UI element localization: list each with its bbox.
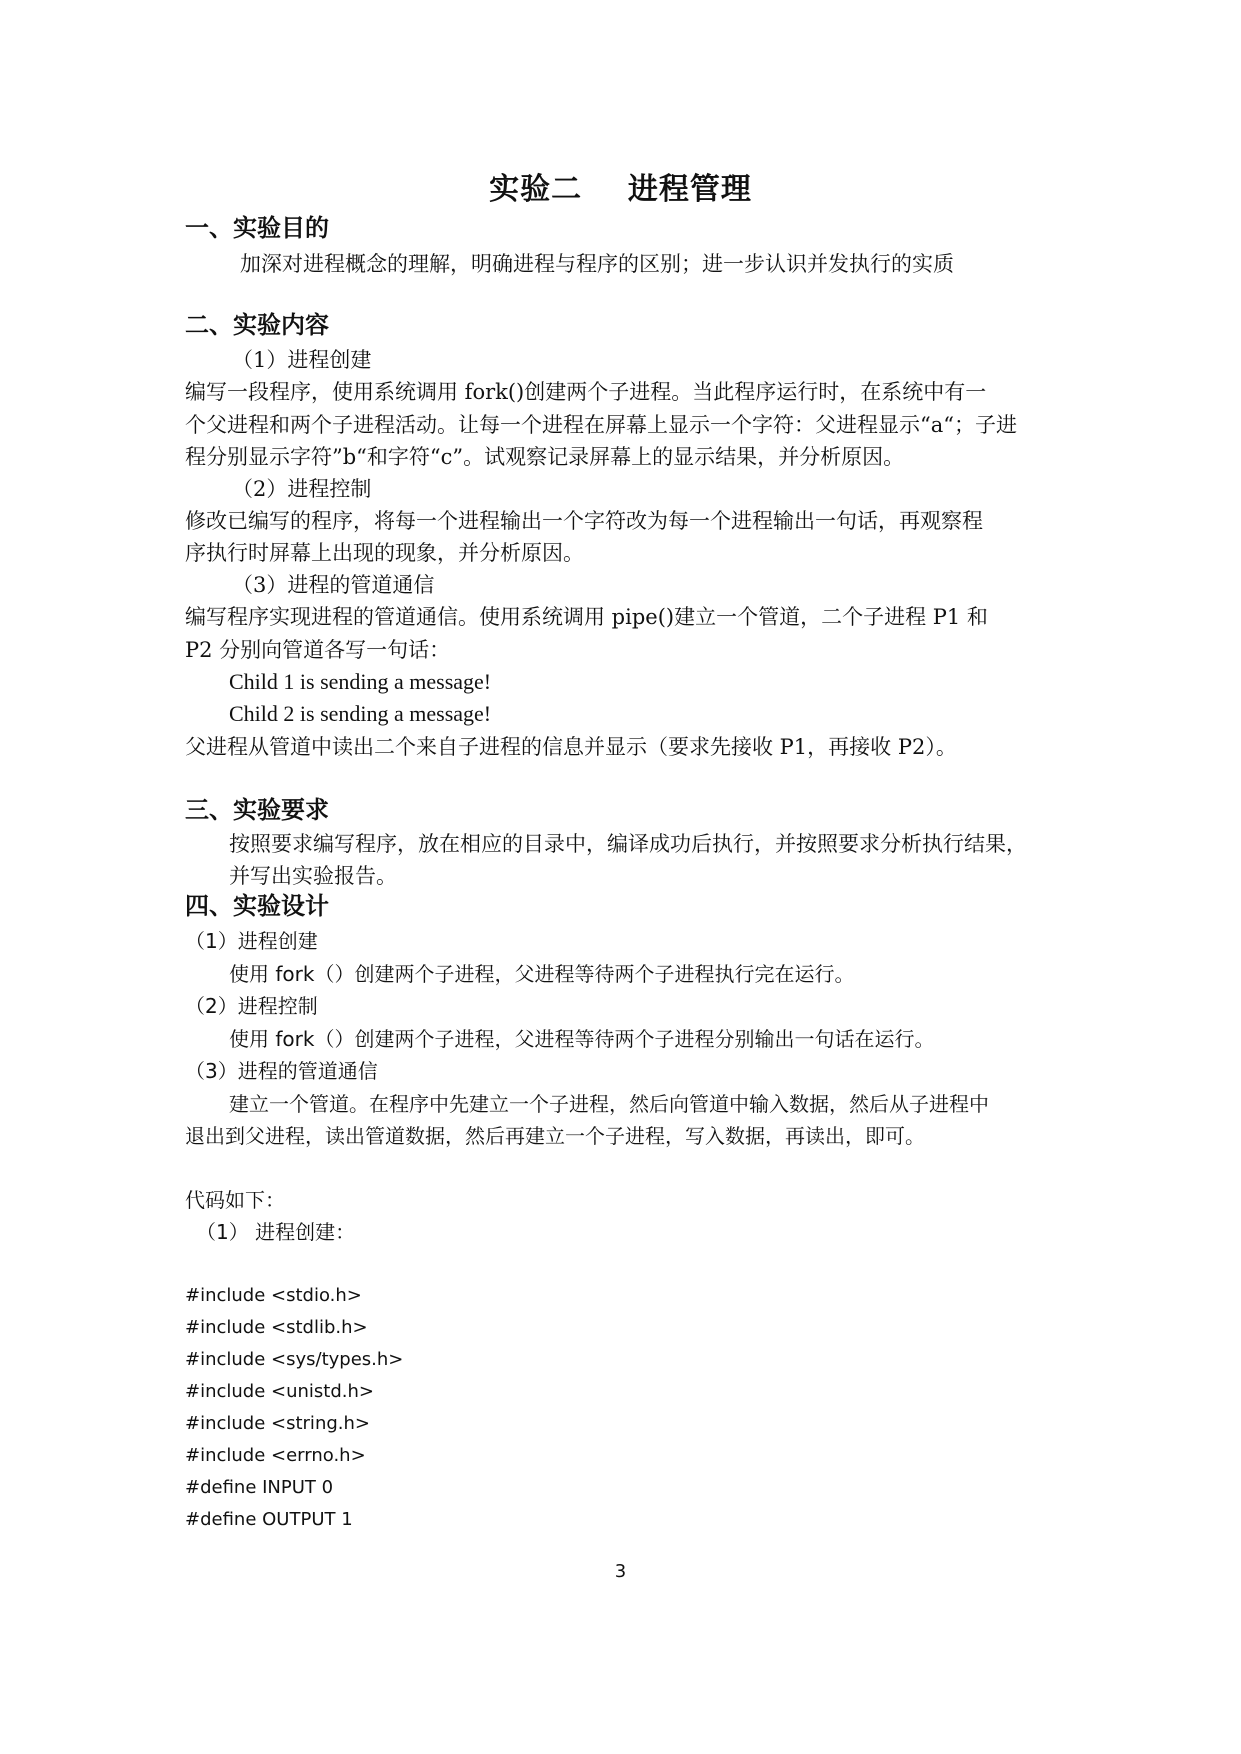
purpose-text: 加深对进程概念的理解，明确进程与程序的区别；进一步认识并发执行的实质 [240, 252, 954, 276]
design-item1-text: 使用 fork（）创建两个子进程，父进程等待两个子进程执行完在运行。 [229, 962, 855, 986]
content-item3-line: P2 分别向管道各写一句话： [185, 638, 451, 662]
section-heading-purpose: 一、实验目的 [185, 214, 329, 242]
content-item3-title: （3）进程的管道通信 [232, 573, 435, 597]
design-item3-line: 建立一个管道。在程序中先建立一个子进程，然后向管道中输入数据，然后从子进程中 [229, 1092, 989, 1116]
requirements-line: 按照要求编写程序，放在相应的目录中，编译成功后执行，并按照要求分析执行结果， [229, 832, 1027, 856]
code-subtitle: （1） 进程创建： [196, 1220, 356, 1244]
code-line: #define INPUT 0 [185, 1477, 334, 1498]
code-line: #define OUTPUT 1 [185, 1509, 353, 1530]
document-title: 实验二 进程管理 [489, 172, 752, 207]
message-line: Child 2 is sending a message! [229, 701, 492, 726]
content-item1-line: 编写一段程序，使用系统调用 fork()创建两个子进程。当此程序运行时，在系统中有一 [185, 380, 987, 404]
code-line: #include <sys/types.h> [185, 1349, 404, 1370]
section-heading-requirements: 三、实验要求 [185, 796, 329, 824]
design-item3-title: （3）进程的管道通信 [185, 1059, 378, 1083]
code-line: #include <stdlib.h> [185, 1317, 368, 1338]
section-heading-content: 二、实验内容 [185, 311, 329, 339]
page-number: 3 [614, 1561, 627, 1582]
content-item2-line: 修改已编写的程序，将每一个进程输出一个字符改为每一个进程输出一句话，再观察程 [185, 509, 983, 533]
section-heading-design: 四、实验设计 [185, 892, 329, 920]
content-item1-line: 程分别显示字符”b“和字符“c”。试观察记录屏幕上的显示结果，并分析原因。 [185, 445, 905, 469]
design-item2-text: 使用 fork（）创建两个子进程，父进程等待两个子进程分别输出一句话在运行。 [229, 1027, 935, 1051]
content-item3-end: 父进程从管道中读出二个来自子进程的信息并显示（要求先接收 P1，再接收 P2）。 [185, 735, 957, 759]
content-item2-line: 序执行时屏幕上出现的现象，并分析原因。 [185, 541, 584, 565]
content-item1-line: 个父进程和两个子进程活动。让每一个进程在屏幕上显示一个字符：父进程显示“a“；子进 [185, 413, 1017, 437]
content-item2-title: （2）进程控制 [232, 477, 372, 501]
code-line: #include <unistd.h> [185, 1381, 374, 1402]
message-line: Child 1 is sending a message! [229, 669, 492, 694]
design-item2-title: （2）进程控制 [185, 994, 318, 1018]
design-item1-title: （1）进程创建 [185, 929, 318, 953]
code-line: #include <string.h> [185, 1413, 370, 1434]
design-item3-line: 退出到父进程，读出管道数据，然后再建立一个子进程，写入数据，再读出，即可。 [185, 1124, 925, 1148]
code-line: #include <stdio.h> [185, 1285, 362, 1306]
code-line: #include <errno.h> [185, 1445, 366, 1466]
requirements-line: 并写出实验报告。 [229, 864, 397, 888]
code-intro: 代码如下： [185, 1188, 285, 1212]
content-item1-title: （1）进程创建 [232, 348, 372, 372]
content-item3-line: 编写程序实现进程的管道通信。使用系统调用 pipe()建立一个管道，二个子进程 P1 和 [185, 605, 988, 629]
